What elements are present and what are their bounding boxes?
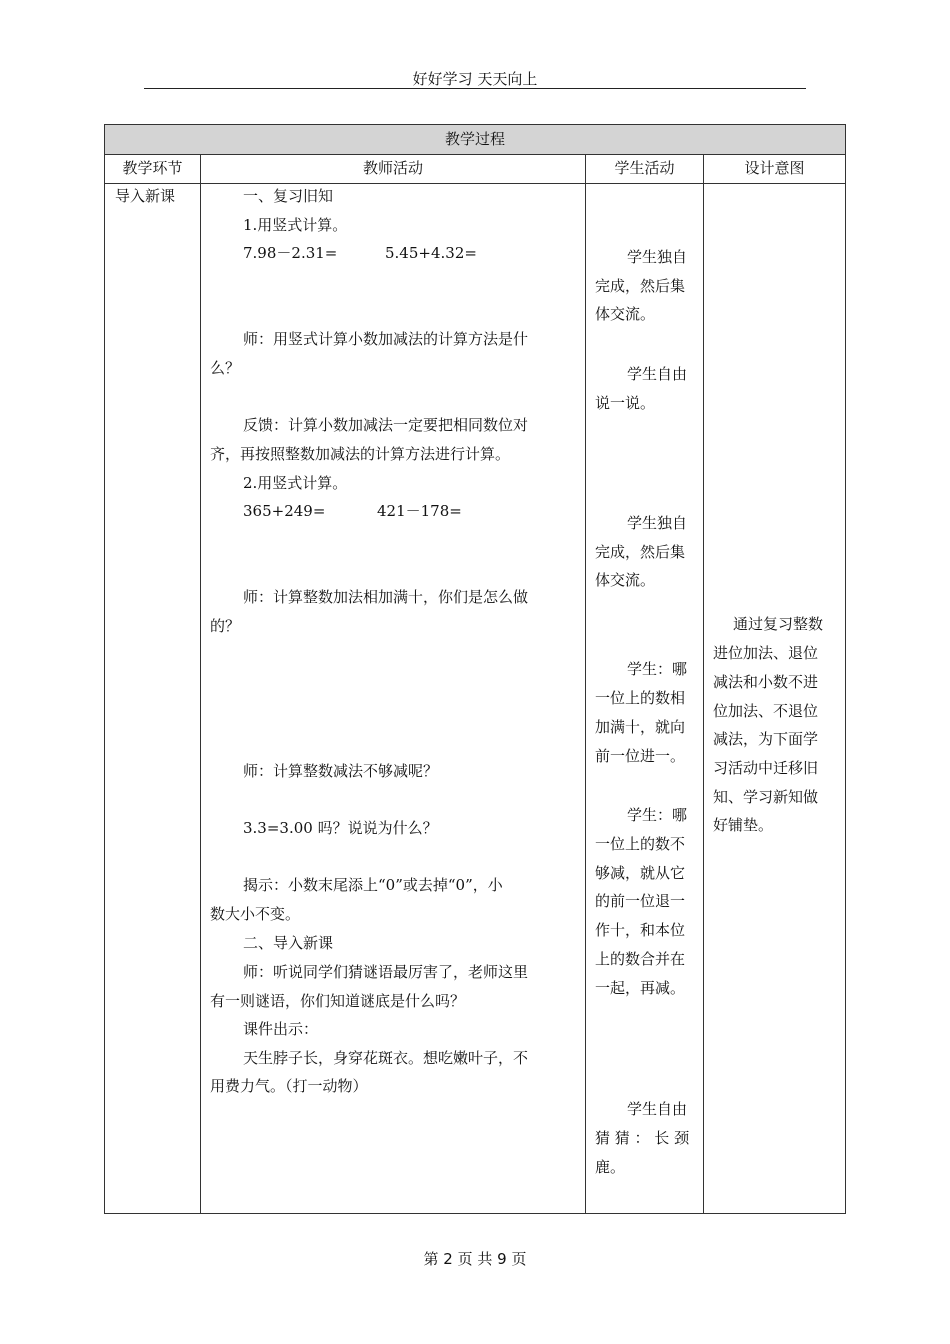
student-line: 猜 猜 ： 长 颈 bbox=[595, 1129, 690, 1147]
table-caption: 教学过程 bbox=[105, 125, 845, 155]
design-line: 通过复习整数 bbox=[733, 615, 824, 633]
student-line: 一位上的数不 bbox=[595, 835, 686, 853]
student-line: 的前一位退一 bbox=[595, 892, 686, 910]
teacher-line: 一、复习旧知 bbox=[243, 187, 334, 205]
teacher-line: 有一则谜语，你们知道谜底是什么吗？ bbox=[210, 992, 466, 1010]
teacher-line: 揭示：小数末尾添上“0”或去掉“0”，小 bbox=[243, 876, 503, 894]
student-line: 学生：哪 bbox=[627, 806, 688, 824]
student-line: 学生独自 bbox=[627, 514, 688, 532]
stage-label: 导入新课 bbox=[115, 187, 176, 205]
student-line: 学生自由 bbox=[627, 365, 688, 383]
teacher-line: 师：计算整数加法相加满十，你们是怎么做 bbox=[243, 588, 529, 606]
column-divider bbox=[585, 154, 586, 1213]
teacher-line: 2.用竖式计算。 bbox=[243, 474, 348, 492]
teacher-line: 1.用竖式计算。 bbox=[243, 216, 348, 234]
teacher-line: 二、导入新课 bbox=[243, 934, 334, 952]
student-line: 学生独自 bbox=[627, 248, 688, 266]
student-line: 完成，然后集 bbox=[595, 543, 686, 561]
teacher-line: 421－178= bbox=[377, 502, 462, 520]
design-line: 进位加法、退位 bbox=[713, 644, 819, 662]
student-line: 学生：哪 bbox=[627, 660, 688, 678]
teacher-line: 5.45+4.32= bbox=[385, 244, 477, 262]
lesson-table bbox=[104, 124, 846, 1214]
student-line: 完成，然后集 bbox=[595, 277, 686, 295]
design-line: 习活动中迁移旧 bbox=[713, 759, 819, 777]
student-line: 够减，就从它 bbox=[595, 864, 686, 882]
teacher-line: 365+249= bbox=[243, 502, 326, 520]
row-divider bbox=[105, 183, 845, 184]
student-line: 说一说。 bbox=[595, 394, 656, 412]
student-line: 鹿。 bbox=[595, 1158, 626, 1176]
teacher-line: 的？ bbox=[210, 617, 241, 635]
student-line: 学生自由 bbox=[627, 1100, 688, 1118]
teacher-line: 反馈：计算小数加减法一定要把相同数位对 bbox=[243, 416, 529, 434]
page-footer: 第 2 页 共 9 页 bbox=[423, 1250, 527, 1268]
student-line: 前一位进一。 bbox=[595, 747, 686, 765]
column-header-design: 设计意图 bbox=[744, 159, 805, 177]
teacher-line: 数大小不变。 bbox=[210, 905, 301, 923]
column-header-student: 学生活动 bbox=[614, 159, 675, 177]
teacher-line: 师：用竖式计算小数加减法的计算方法是什 bbox=[243, 330, 529, 348]
column-divider bbox=[703, 154, 704, 1213]
student-line: 一位上的数相 bbox=[595, 689, 686, 707]
design-line: 减法，为下面学 bbox=[713, 730, 819, 748]
student-line: 体交流。 bbox=[595, 571, 656, 589]
teacher-line: 师：听说同学们猜谜语最厉害了，老师这里 bbox=[243, 963, 529, 981]
student-line: 体交流。 bbox=[595, 305, 656, 323]
header-rule bbox=[144, 88, 806, 89]
column-header-teacher: 教师活动 bbox=[362, 159, 423, 177]
design-line: 知、学习新知做 bbox=[713, 788, 819, 806]
design-line: 减法和小数不进 bbox=[713, 673, 819, 691]
teacher-line: 7.98－2.31= bbox=[243, 244, 338, 262]
column-header-stage: 教学环节 bbox=[122, 159, 183, 177]
column-divider bbox=[200, 154, 201, 1213]
teacher-line: 齐，再按照整数加减法的计算方法进行计算。 bbox=[210, 445, 511, 463]
design-line: 位加法、不退位 bbox=[713, 702, 819, 720]
teacher-line: 师：计算整数减法不够减呢？ bbox=[243, 762, 439, 780]
teacher-line: 课件出示： bbox=[243, 1020, 319, 1038]
teacher-line: 么？ bbox=[210, 359, 241, 377]
student-line: 上的数合并在 bbox=[595, 950, 686, 968]
page-header: 好好学习 天天向上 bbox=[412, 70, 538, 88]
teacher-line: 天生脖子长，身穿花斑衣。想吃嫩叶子，不 bbox=[243, 1049, 529, 1067]
student-line: 一起，再减。 bbox=[595, 979, 686, 997]
student-line: 加满十，就向 bbox=[595, 718, 686, 736]
student-line: 作十，和本位 bbox=[595, 921, 686, 939]
teacher-line: 3.3=3.00 吗？说说为什么？ bbox=[243, 819, 438, 837]
design-line: 好铺垫。 bbox=[713, 816, 774, 834]
teacher-line: 用费力气。（打一动物） bbox=[210, 1077, 368, 1095]
